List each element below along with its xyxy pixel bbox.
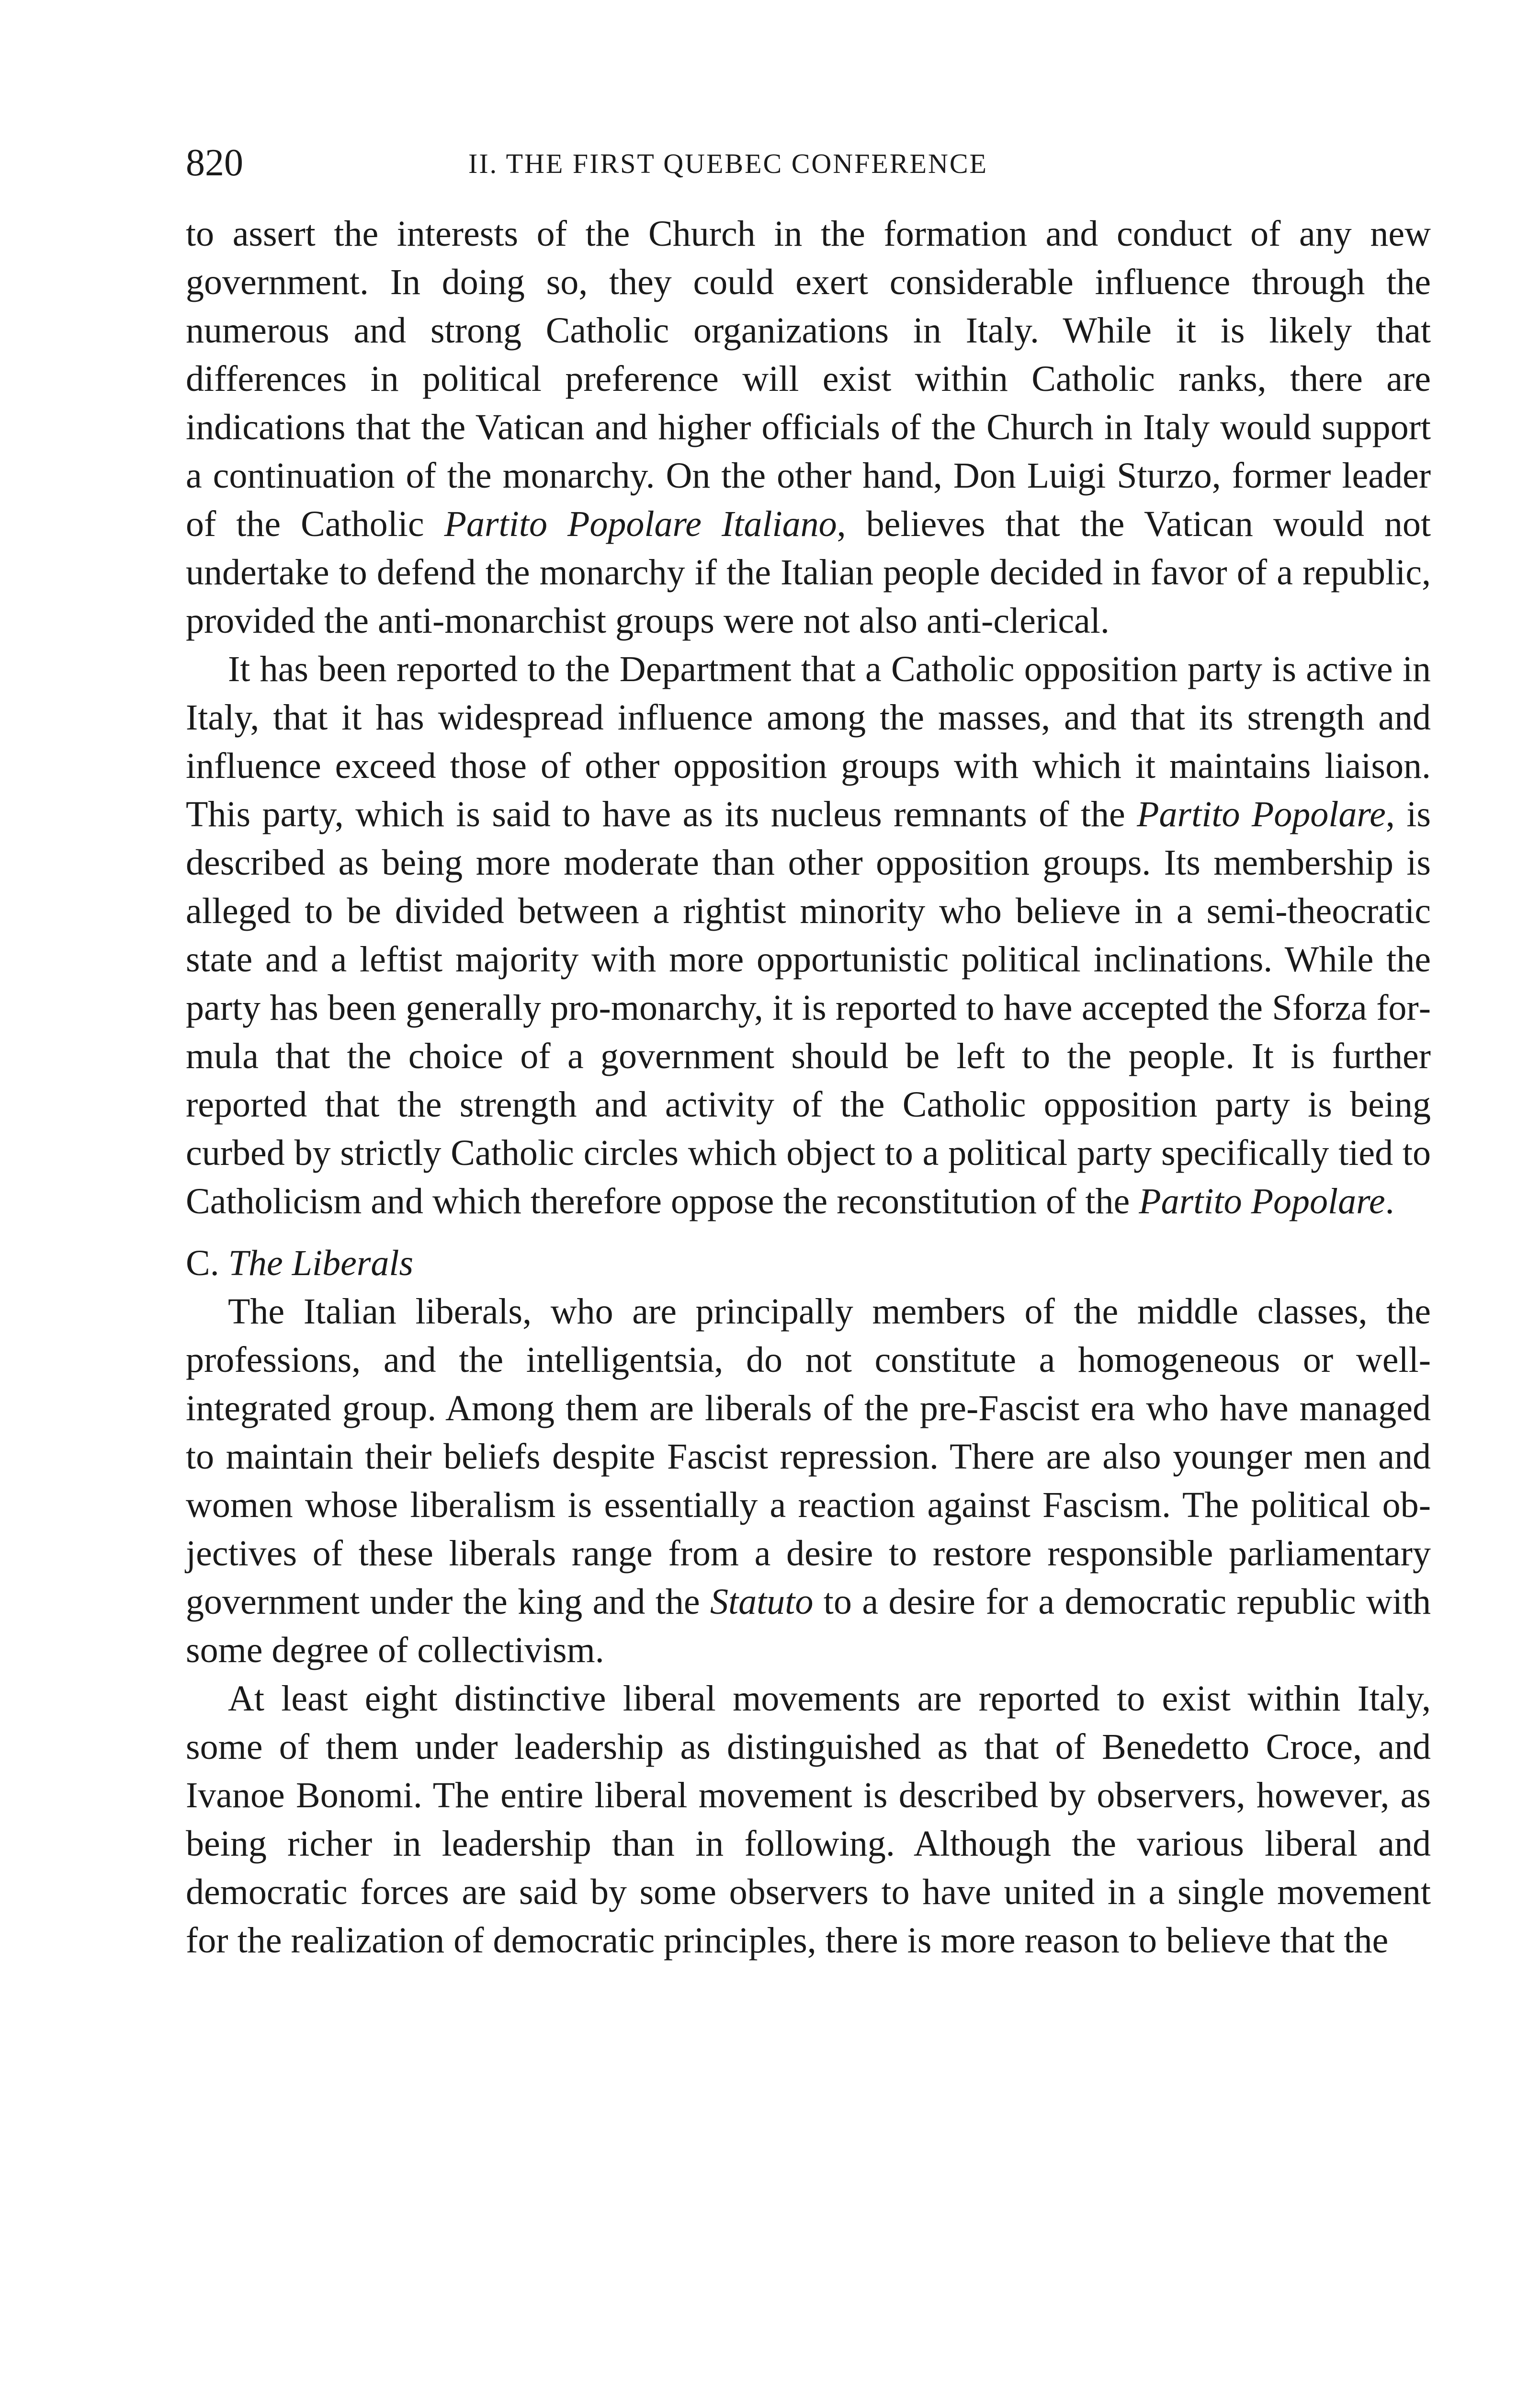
paragraph-text: The Italian liberals, who are principally members of the middle classes, the professions, and the intelligentsia, do not constitute a homogeneous or well-integrated group. Among them are liberals of the pre-Fascist era who have managed to maintain their beliefs despite Fascist repression. There are also younger men and women whose liberalism is essentially a reaction against Fascism. The political objectives of these liberals range from a desire to restore responsible parliamentary government under the king and the [186,1291,1431,1622]
body-text [186,210,1431,1965]
section-title: The Liberals [228,1243,414,1283]
italic-party-name: Partito Popolare Italiano [444,504,837,544]
paragraph-text: to assert the interests of the Church in the formation and conduct of any new government. In doing so, they could exert considerable influence through the numerous and strong Catholic organizations in Italy. While it is likely that differences in political preference will exist within Catholic ranks, there are indications that the Vatican and higher officials of the Church in Italy would support a continuation of the monarchy. On the other hand, Don Luigi Sturzo, former leader of the Catholic [186,214,1431,544]
paragraph-church-interests [186,210,1431,645]
paragraph-liberal-movements [186,1675,1431,1965]
section-heading-liberals [186,1239,1431,1288]
paragraph-text: . [1385,1181,1394,1221]
paragraph-italian-liberals [186,1288,1431,1675]
italic-party-name: Partito Popolare [1137,794,1386,834]
document-page [186,139,1431,1965]
paragraph-text: to a desire for a democratic republic with some degree of collectivism. [186,1582,1431,1670]
paragraph-text: , is described as being more moderate than other opposition groups. Its membership is alleged to be divided between a rightist minority who believe in a semi-theocratic state and a leftist majority with more opportunistic political inclinations. While the party has been generally pro-monarchy, it is reported to have accepted the Sforza formula that the choice of a government should be left to the people. It is further reported that the strength and activity of the Catholic opposition party is being curbed by strictly Catholic circles which object to a political party specifically tied to Catholicism and which therefore oppose the reconstitution of the [186,794,1431,1221]
paragraph-text: At least eight distinctive liberal movements are reported to exist within Italy, some of them under leadership as distinguished as that of Benedetto Croce, and Ivanoe Bonomi. The entire liberal movement is described by observers, however, as being richer in leadership than in following. Although the various liberal and democratic forces are said by some observers to have united in a single movement for the realization of democratic principles, there is more reason to believe that the [186,1678,1431,1961]
paragraph-text: , believes that the Vatican would not undertake to defend the monarchy if the Italian people decided in favor of a republic, provided the anti-monarchist groups were not also anti-clerical. [186,504,1431,641]
italic-term: Statuto [710,1582,814,1622]
paragraph-text: It has been reported to the Department that a Catholic opposition party is active in Italy, that it has widespread influence among the masses, and that its strength and influence exceed those of other opposition groups with which it maintains liaison. This party, which is said to have as its nucleus remnants of the [186,649,1431,834]
paragraph-catholic-opposition [186,645,1431,1226]
italic-party-name: Partito Popolare [1139,1181,1385,1221]
running-header [186,139,1431,192]
section-label: C. [186,1243,219,1283]
chapter-header-title: II. THE FIRST QUEBEC CONFERENCE [468,148,988,179]
page-number: 820 [186,142,243,184]
